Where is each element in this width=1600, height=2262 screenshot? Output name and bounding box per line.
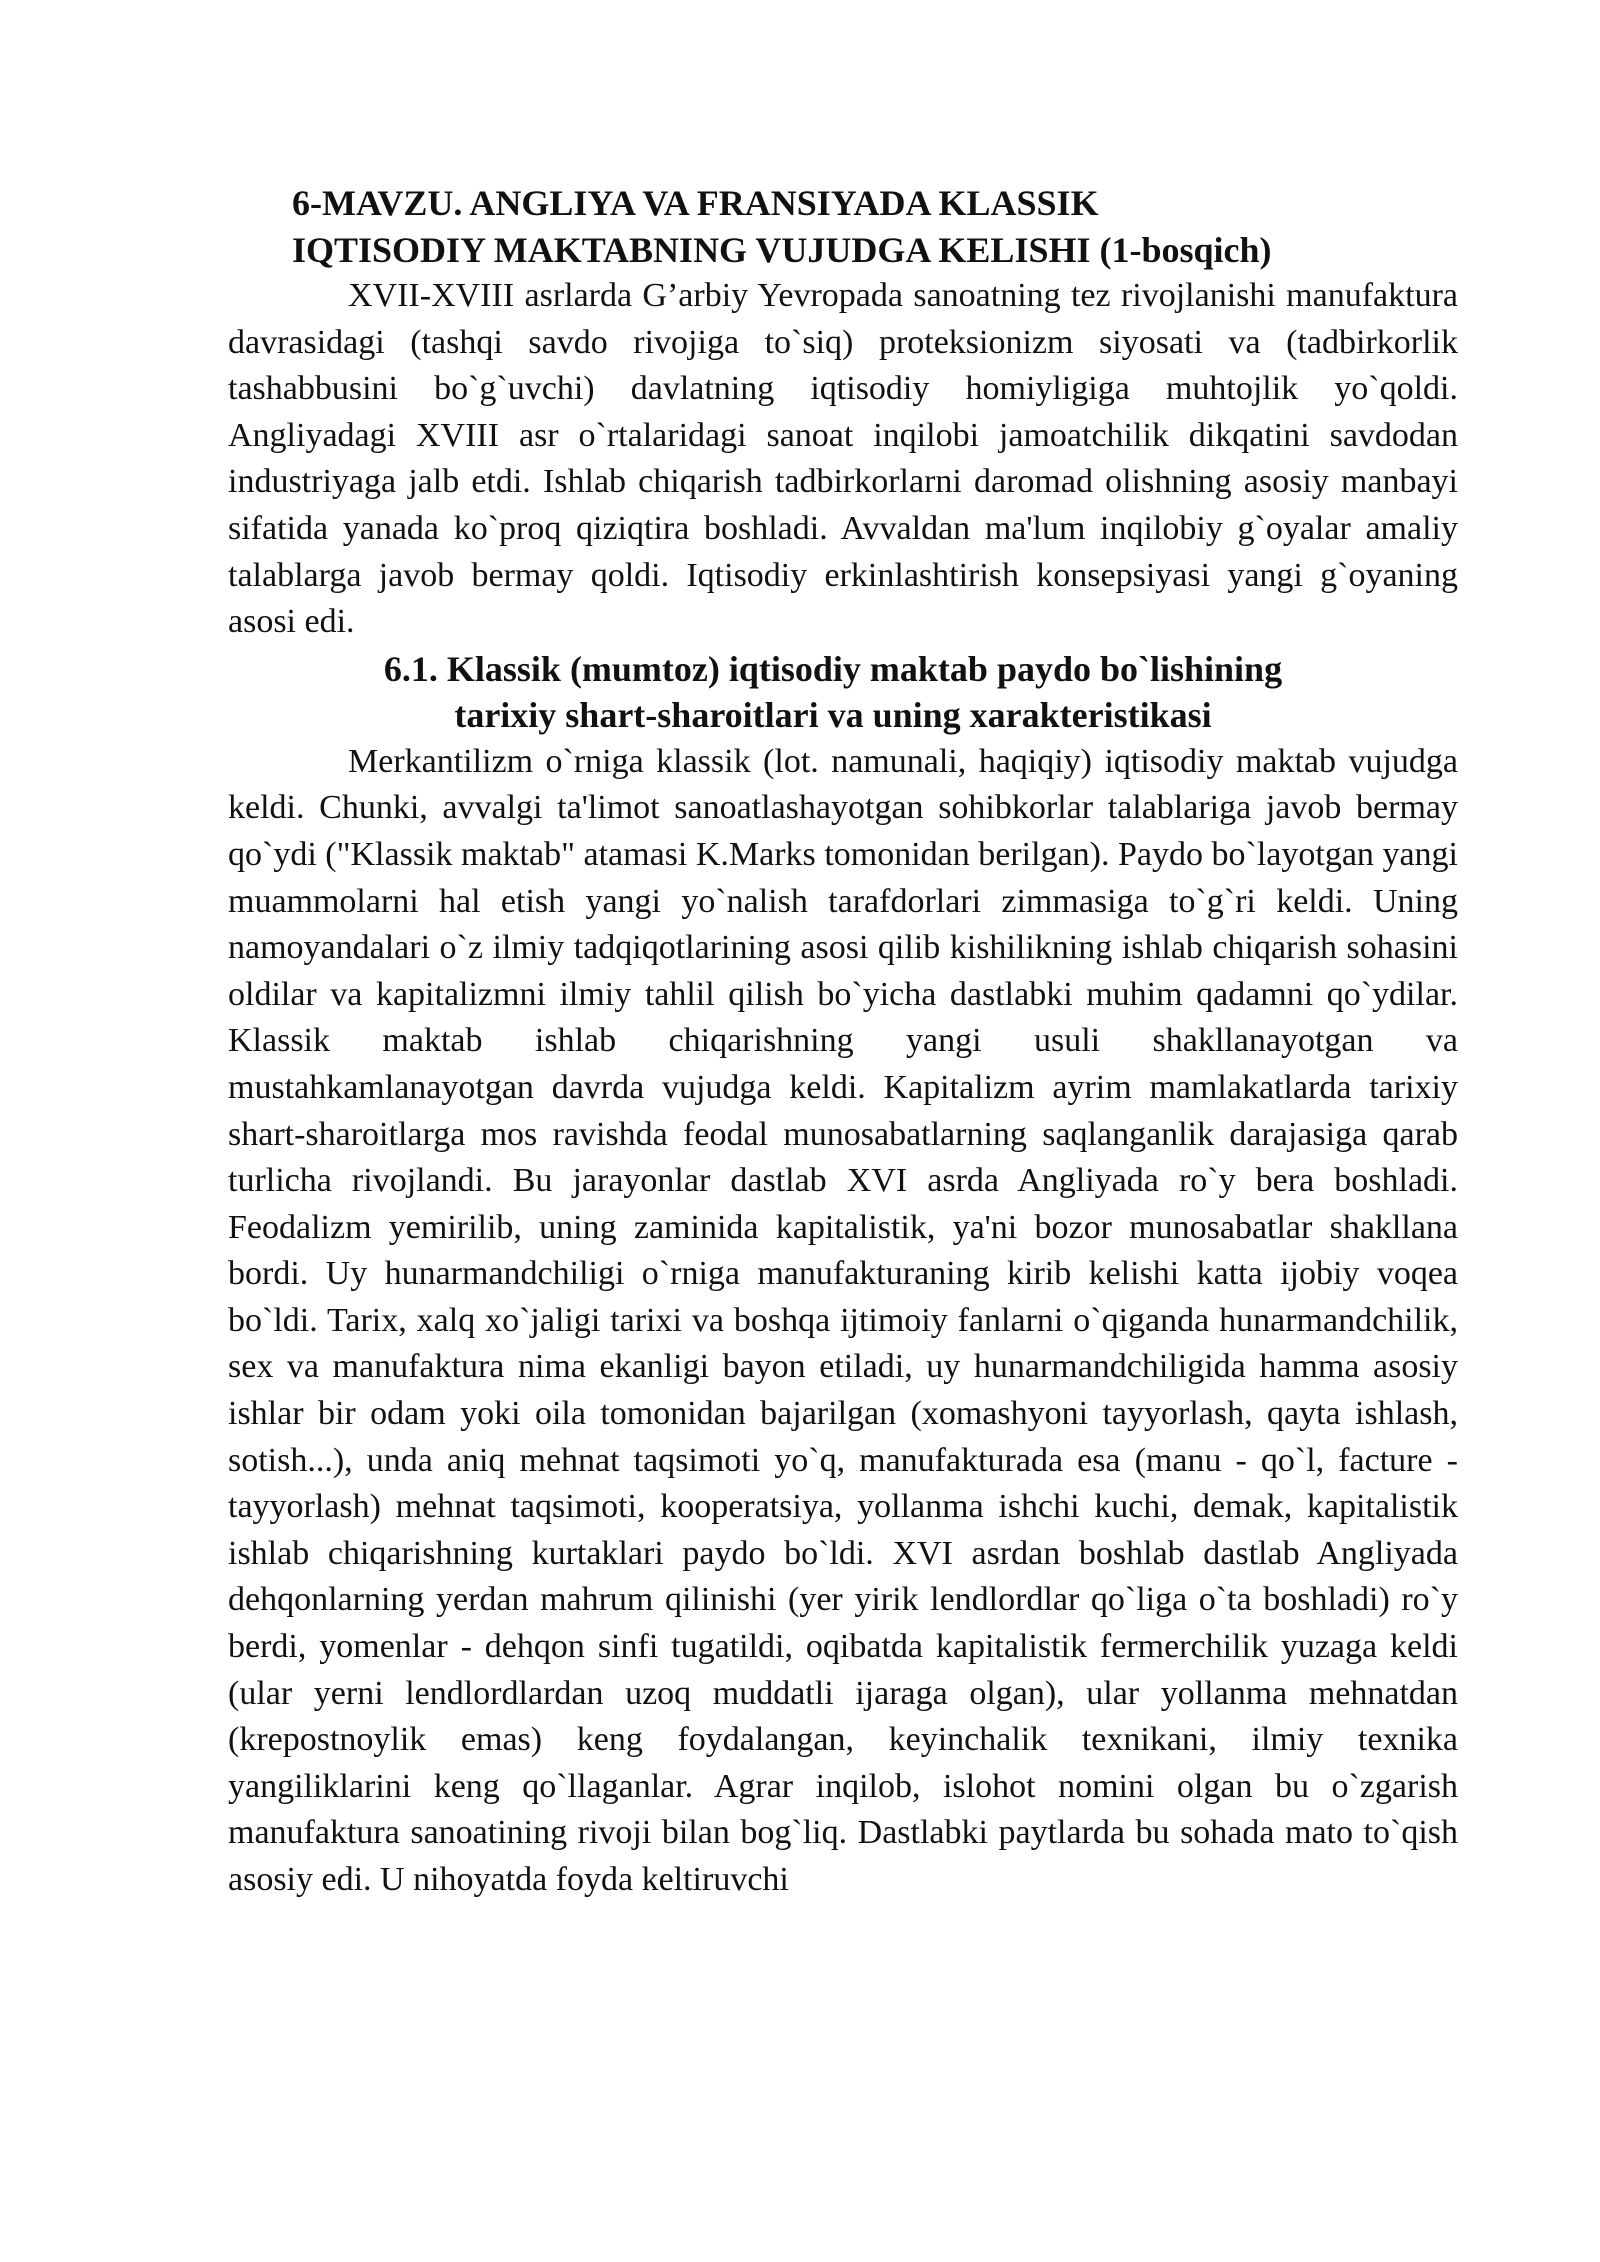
- section-title-line-2: tarixiy shart-sharoitlari va uning xarakteristikasi: [454, 695, 1212, 736]
- document-page: [228, 180, 1458, 1904]
- section-title-line-1: 6.1. Klassik (mumtoz) iqtisodiy maktab paydo bo`lishining: [383, 648, 1283, 689]
- body-paragraph: Merkantilizm o`rniga klassik (lot. namunali, haqiqiy) iqtisodiy maktab vujudga keldi. Chunki, avvalgi ta'limot sanoatlashayotgan sohibkorlar talablariga javob bermay qo`ydi ("Klassik maktab" atamasi K.Marks tomonidan berilgan). Paydo bo`layotgan yangi muammolarni hal etish yangi yo`nalish tarafdorlari zimmasiga to`g`ri keldi. Uning namoyandalari o`z ilmiy tadqiqotlarining asosi qilib kishilikning ishlab chiqarish sohasini oldilar va kapitalizmni ilmiy tahlil qilish bo`yicha dastlabki muhim qadamni qo`ydilar. Klassik maktab ishlab chiqarishning yangi usuli shakllanayotgan va mustahkamlanayotgan davrda vujudga keldi. Kapitalizm ayrim mamlakatlarda tarixiy shart-sharoitlarga mos ravishda feodal munosabatlarning saqlanganlik darajasiga qarab turlicha rivojlandi. Bu jarayonlar dastlab XVI asrda Angliyada ro`y bera boshladi. Feodalizm yemirilib, uning zaminida kapitalistik, ya'ni bozor munosabatlar shakllana bordi. Uy hunarmandchiligi o`rniga manufakturaning kirib kelishi katta ijobiy voqea bo`ldi. Tarix, xalq xo`jaligi tarixi va boshqa ijtimoiy fanlarni o`qiganda hunarmandchilik, sex va manufaktura nima ekanligi bayon etiladi, uy hunarmandchiligida hamma asosiy ishlar bir odam yoki oila tomonidan bajarilgan (xomashyoni tayyorlash, qayta ishlash, sotish...), unda aniq mehnat taqsimoti yo`q, manufakturada esa (manu - qo`l, facture - tayyorlash) mehnat taqsimoti, kooperatsiya, yollanma ishchi kuchi, demak, kapitalistik ishlab chiqarishning kurtaklari paydo bo`ldi. XVI asrdan boshlab dastlab Angliyada dehqonlarning yerdan mahrum qilinishi (yer yirik lendlordlar qo`liga o`ta boshladi) ro`y berdi, yomenlar - dehqon sinfi tugatildi, oqibatda kapitalistik fermerchilik yuzaga keldi (ular yerni lendlordlardan uzoq muddatli ijaraga olgan), ular yollanma mehnatdan (krepostnoylik emas) keng foydalangan, keyinchalik texnikani, ilmiy texnika yangiliklarini keng qo`llaganlar. Agrar inqilob, islohot nomini olgan bu o`zgarish manufaktura sanoatining rivoji bilan bog`liq. Dastlabki paytlarda bu sohada mato to`qish asosiy edi. U nihoyatda foyda keltiruvchi: [228, 742, 1458, 1898]
- intro-paragraph: XVII-XVIII asrlarda G’arbiy Yevropada sanoatning tez rivojlanishi manufaktura davrasidagi (tashqi savdo rivojiga to`siq) proteksionizm siyosati va (tadbirkorlik tashabbusini bo`g`uvchi) davlatning iqtisodiy homiyligiga muhtojlik yo`qoldi. Angliyadagi XVIII asr o`rtalaridagi sanoat inqilobi jamoatchilik dikqatini savdodan industriyaga jalb etdi. Ishlab chiqarish tadbirkorlarni daromad olishning asosiy manbayi sifatida yanada ko`proq qiziqtira boshladi. Avvaldan ma'lum inqilobiy g`oyalar amaliy talablarga javob bermay qoldi. Iqtisodiy erkinlashtirish konsepsiyasi yangi g`oyaning asosi edi.: [228, 277, 1458, 641]
- section-title: [228, 646, 1458, 739]
- chapter-title: 6-MAVZU. ANGLIYA VA FRANSIYADA KLASSIK IQTISODIY MAKTABNING VUJUDGA KELISHI (1-bosqich): [292, 183, 1272, 270]
